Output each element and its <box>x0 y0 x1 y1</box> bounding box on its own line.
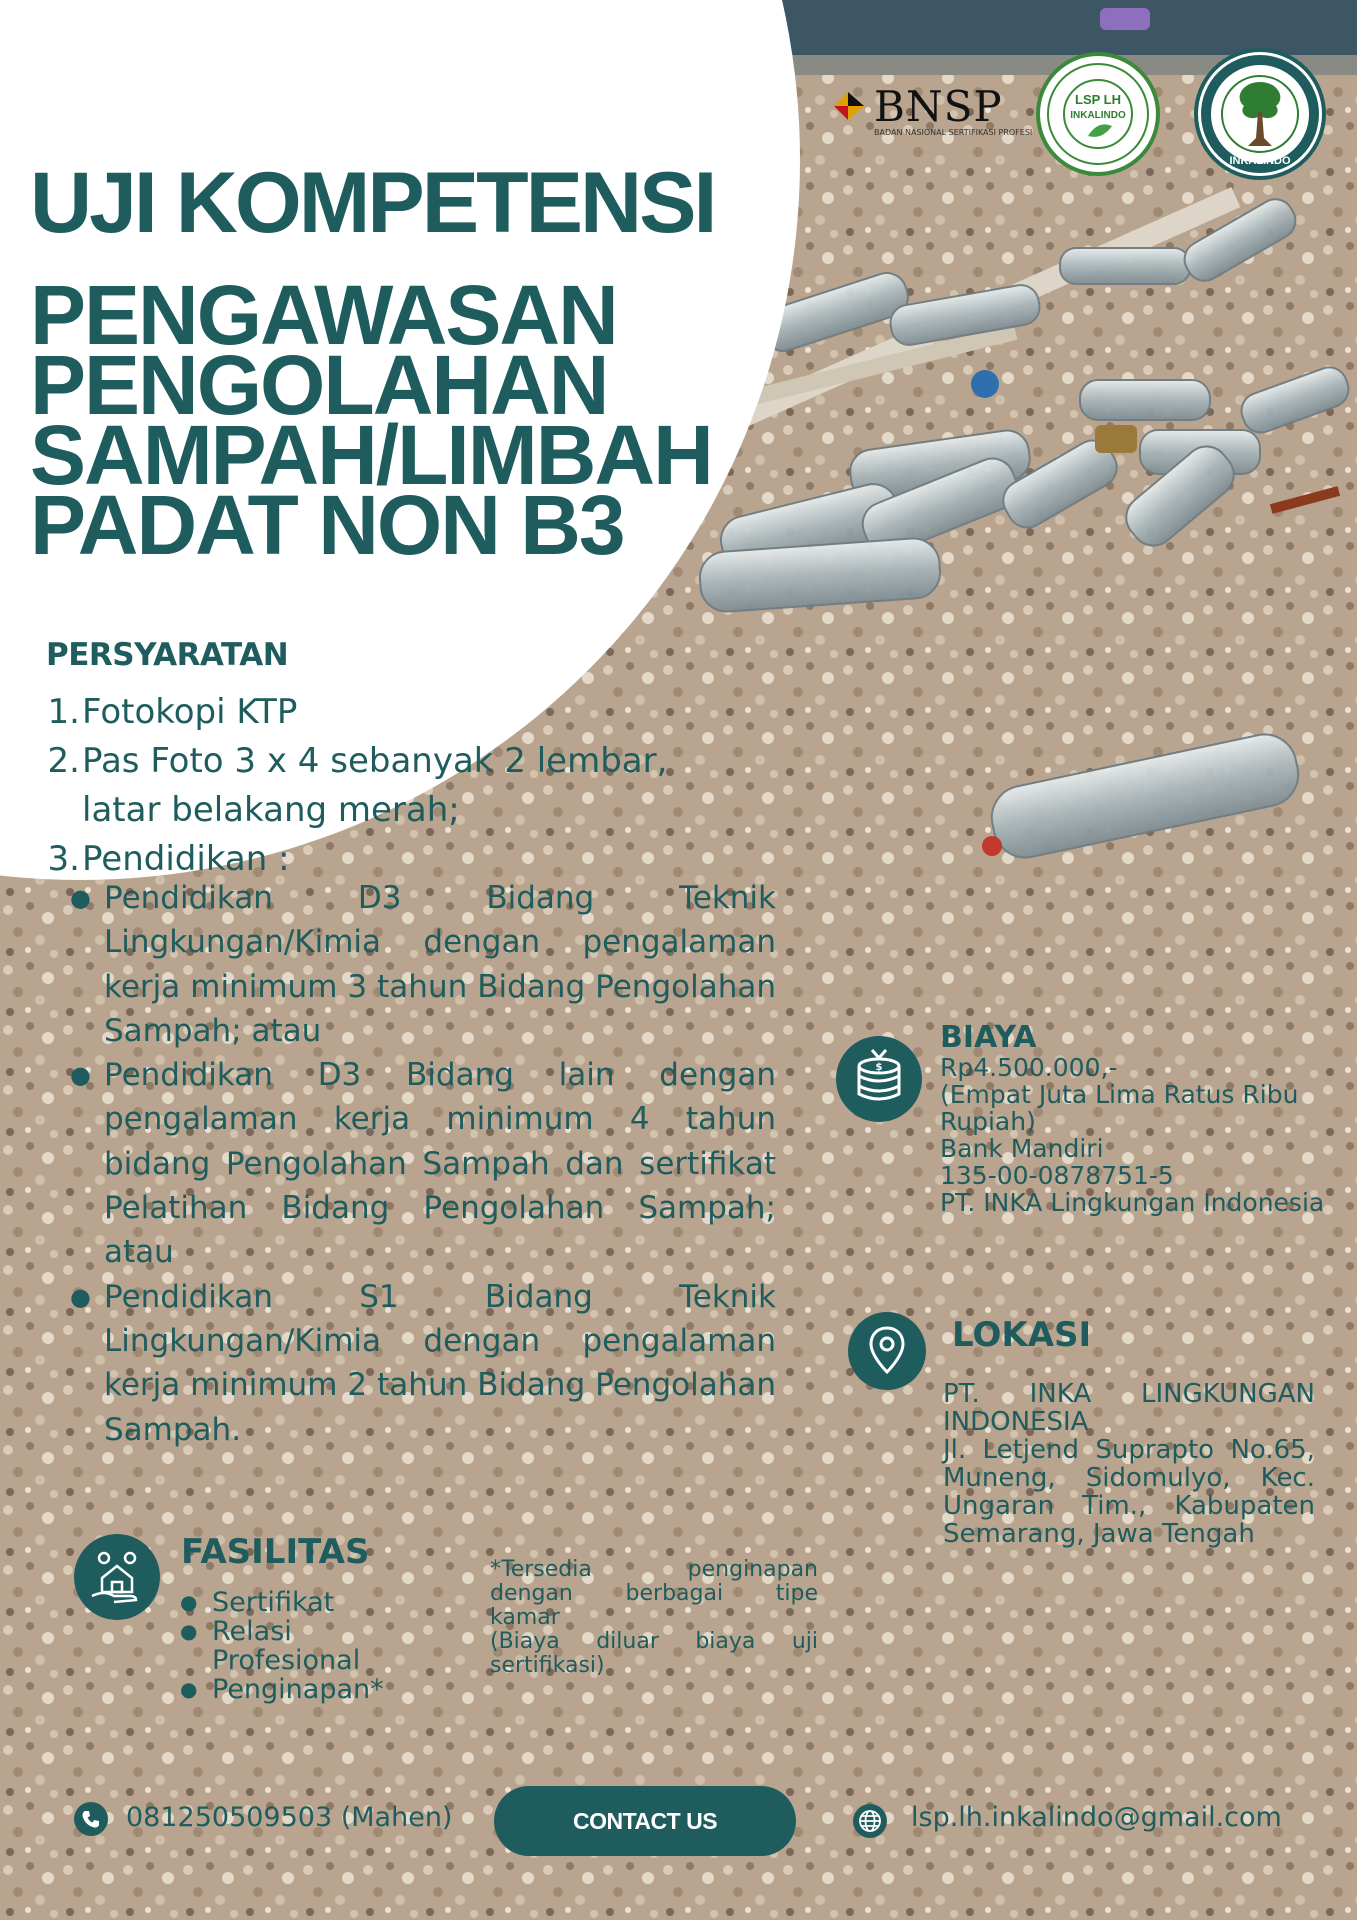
phone-number[interactable]: 081250509503 (Mahen) <box>126 1802 453 1833</box>
fasilitas-item <box>180 1675 410 1704</box>
note-line: kamar <box>490 1605 560 1630</box>
svg-text:LSP LH: LSP LH <box>1075 92 1121 107</box>
fasilitas-item-text: Sertifikat <box>212 1587 335 1618</box>
education-option <box>70 876 776 1053</box>
requirement-item <box>46 737 776 786</box>
address-line: Muneng, Sidomulyo, Kec. <box>943 1463 1315 1493</box>
house-hand-icon <box>74 1534 160 1620</box>
coins-icon <box>836 1036 922 1122</box>
note-line: (Biaya diluar biaya uji <box>490 1629 818 1654</box>
email-address[interactable]: lsp.lh.inkalindo@gmail.com <box>911 1802 1282 1833</box>
address-line: Ungaran Tim., Kabupaten <box>943 1491 1315 1521</box>
bnsp-subtext: BADAN NASIONAL SERTIFIKASI PROFESI <box>874 128 1033 137</box>
education-option-text: Pendidikan D3 Bidang Teknik Lingkungan/Kimia dengan pengalaman kerja minimum 3 tahun Bidang Pengolahan Sampah; atau <box>104 880 776 1049</box>
education-option <box>70 1053 776 1274</box>
biaya-line: Rupiah) <box>940 1107 1036 1136</box>
headline-line: PENGOLAHAN <box>30 338 608 432</box>
requirement-number: 2. <box>47 741 80 781</box>
bnsp-logo <box>830 80 1033 140</box>
lsp-seal-icon <box>1040 56 1156 172</box>
biaya-line: Rp4.500.000,- <box>940 1053 1118 1082</box>
globe-icon <box>853 1804 887 1838</box>
biaya-line: Bank Mandiri <box>940 1134 1104 1163</box>
bullet-icon: ● <box>180 1677 198 1701</box>
location-pin-icon <box>848 1312 926 1390</box>
fasilitas-heading: FASILITAS <box>181 1532 370 1572</box>
note-line: *Tersedia penginapan <box>490 1557 818 1582</box>
note-line: dengan berbagai tipe <box>490 1581 818 1606</box>
svg-text:INKALINDO: INKALINDO <box>1229 155 1291 167</box>
address-line: Jl. Letjend Suprapto No.65, <box>943 1435 1315 1465</box>
note-line: sertifikasi) <box>490 1653 605 1678</box>
requirements-list <box>46 688 776 884</box>
fasilitas-item <box>180 1588 410 1617</box>
requirement-text: Fotokopi KTP <box>82 692 298 732</box>
biaya-details <box>940 1054 1340 1216</box>
education-options-list <box>70 876 776 1452</box>
biaya-heading: BIAYA <box>940 1020 1037 1055</box>
education-option-text: Pendidikan S1 Bidang Teknik Lingkungan/Kimia dengan pengalaman kerja minimum 2 tahun Bidang Pengolahan Sampah. <box>104 1278 776 1448</box>
inkalindo-tree-icon <box>1198 52 1322 176</box>
phone-icon <box>74 1802 108 1836</box>
lokasi-address <box>943 1380 1315 1548</box>
headline-line: PENGAWASAN <box>30 268 617 362</box>
headline-uji-kompetensi: UJI KOMPETENSI <box>30 155 715 251</box>
bnsp-mark-icon <box>830 86 870 126</box>
requirements-heading: PERSYARATAN <box>46 637 289 673</box>
requirement-text: Pas Foto 3 x 4 sebanyak 2 lembar, <box>82 741 668 781</box>
requirement-number: 3. <box>47 839 80 879</box>
fasilitas-item-text: Relasi Profesional <box>212 1616 361 1676</box>
requirement-number: 1. <box>47 692 80 732</box>
inkalindo-seal <box>1194 48 1326 180</box>
bullet-icon: ● <box>180 1590 198 1614</box>
headline-line: SAMPAH/LIMBAH <box>30 408 712 502</box>
requirement-text: latar belakang merah; <box>82 790 460 830</box>
biaya-line: (Empat Juta Lima Ratus Ribu <box>940 1080 1299 1109</box>
fasilitas-list <box>180 1588 410 1704</box>
biaya-line: 135-00-0878751-5 <box>940 1161 1174 1190</box>
requirement-text: Pendidikan : <box>82 839 290 879</box>
coin-stack-icon <box>836 1036 922 1122</box>
education-option <box>70 1275 776 1452</box>
map-pin-icon <box>848 1312 926 1390</box>
biaya-line: PT. INKA Lingkungan Indonesia <box>940 1188 1325 1217</box>
requirement-number <box>46 786 80 835</box>
facility-icon <box>74 1534 160 1620</box>
headline-competency-name <box>30 268 712 572</box>
svg-text:$: $ <box>875 1062 883 1073</box>
lsp-lh-inkalindo-seal <box>1036 52 1160 176</box>
fasilitas-note <box>490 1558 818 1678</box>
requirement-item <box>46 688 776 737</box>
fasilitas-item-text: Penginapan* <box>212 1674 384 1705</box>
svg-text:INKALINDO: INKALINDO <box>1070 110 1126 121</box>
bullet-icon: ● <box>70 884 91 912</box>
bnsp-wordmark: BNSP <box>874 82 1003 131</box>
bullet-icon: ● <box>70 1282 91 1311</box>
address-line: Semarang, Jawa Tengah <box>943 1519 1255 1549</box>
bullet-icon: ● <box>180 1619 198 1643</box>
requirement-item <box>46 786 776 835</box>
contact-us-button[interactable]: CONTACT US <box>494 1786 796 1856</box>
address-line: INDONESIA <box>943 1407 1089 1437</box>
lokasi-heading: LOKASI <box>952 1315 1092 1355</box>
address-line: PT. INKA LINGKUNGAN <box>943 1379 1315 1409</box>
fasilitas-item <box>180 1617 410 1675</box>
bullet-icon: ● <box>70 1061 91 1090</box>
headline-line: PADAT NON B3 <box>30 478 624 572</box>
education-option-text: Pendidikan D3 Bidang lain dengan pengalaman kerja minimum 4 tahun bidang Pengolahan Sampah dan sertifikat Pelatihan Bidang Pengolahan Sampah; atau <box>104 1057 776 1271</box>
